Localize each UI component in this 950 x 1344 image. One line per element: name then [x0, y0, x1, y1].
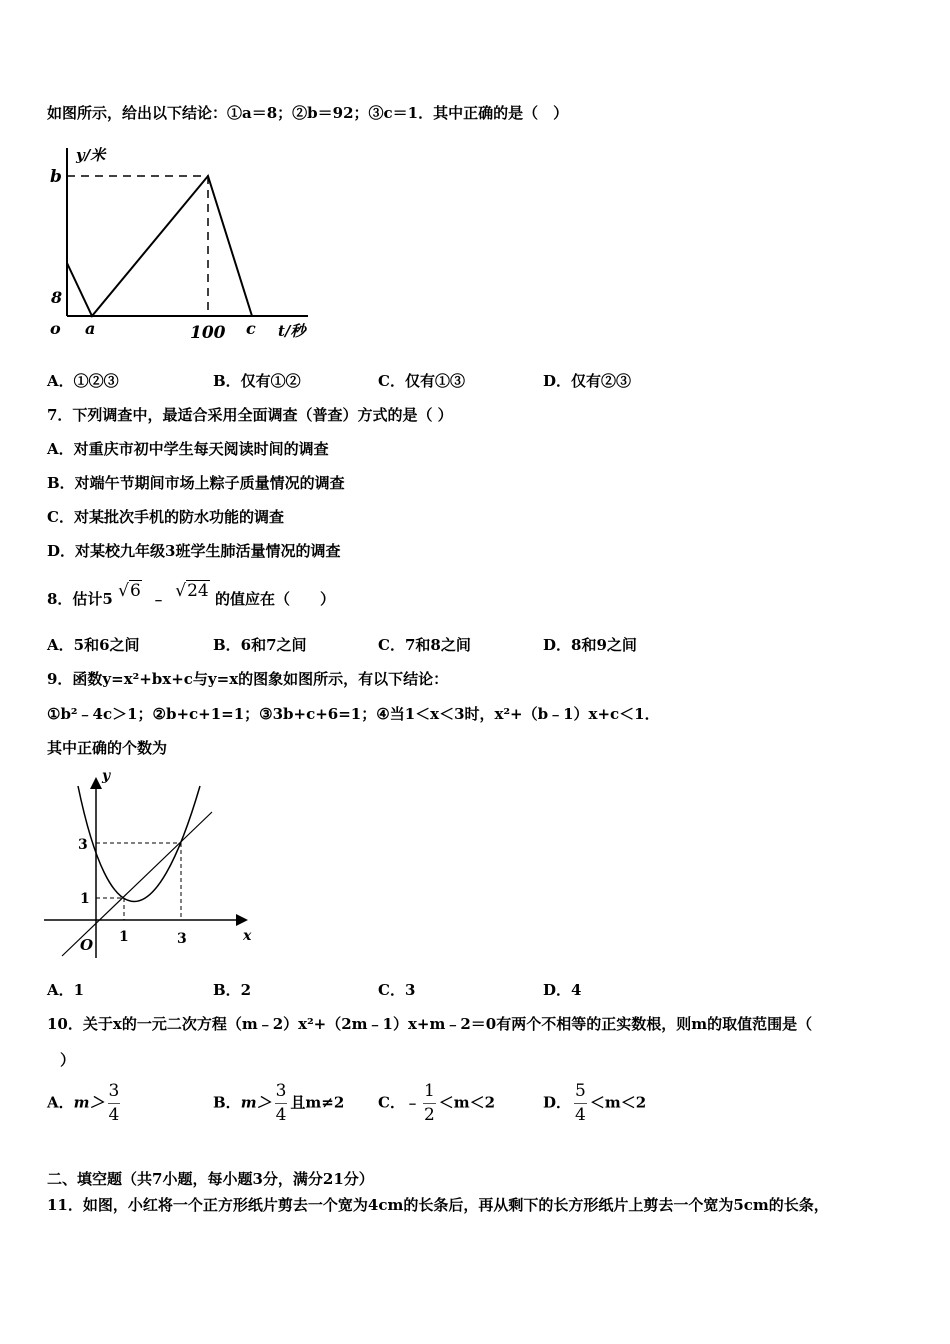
q8-suffix: 的值应在（ ）: [214, 590, 335, 608]
q7-option-c[interactable]: C．对某批次手机的防水功能的调查: [47, 508, 284, 526]
q10-c-label: C．: [378, 1093, 405, 1112]
q9-option-a[interactable]: A．1: [47, 981, 85, 999]
q9-stem: 9．函数y=x²+bx+c与y=x的图象如图所示，有以下结论：: [47, 670, 449, 688]
q9-y-one: 1: [80, 891, 90, 907]
q10-a-m: m＞: [73, 1093, 105, 1112]
q11-stem: 11．如图，小红将一个正方形纸片剪去一个宽为4cm的长条后，再从剩下的长方形纸片上剪去一个宽为5cm的长条，: [47, 1196, 829, 1214]
q9-graph: [40, 768, 270, 960]
q10-stem: 10．关于x的一元二次方程（m﹣2）x²+（2m﹣1）x+m﹣2＝0有两个不相等的正实数根，则m的取值范围是（: [47, 1015, 813, 1033]
q10-a-label: A．: [47, 1093, 74, 1112]
q10-option-a[interactable]: [47, 1083, 123, 1124]
q10-a-frac: $\frac{3}{4}$: [108, 1081, 120, 1125]
q10-d-tail: ＜m＜2: [589, 1093, 647, 1112]
q6-y-label: y/米: [76, 146, 106, 164]
q8-option-a[interactable]: A．5和6之间: [47, 636, 140, 654]
q6-b-label: b: [50, 167, 62, 187]
q6-stem: 如图所示，给出以下结论：①a＝8；②b＝92；③c＝1．其中正确的是（ ）: [47, 104, 569, 122]
q9-x-three: 3: [177, 931, 187, 947]
q8-rad-6: 6: [129, 581, 141, 601]
q8-prefix: 8．估计5: [47, 590, 113, 608]
q8-option-d[interactable]: D．8和9之间: [543, 636, 637, 654]
section2-heading: 二、填空题（共7小题，每小题3分，满分21分）: [47, 1170, 374, 1188]
q6-c-label: c: [246, 319, 256, 338]
q6-option-d[interactable]: D．仅有②③: [543, 372, 632, 390]
q10-b-label: B．: [213, 1093, 241, 1112]
q10-b-frac: $\frac{3}{4}$: [275, 1081, 287, 1125]
q8-option-b[interactable]: B．6和7之间: [213, 636, 307, 654]
q10-c-tail: ＜m＜2: [438, 1093, 496, 1112]
q10-option-c[interactable]: [378, 1083, 495, 1124]
q9-option-d[interactable]: D．4: [543, 981, 582, 999]
q9-question: 其中正确的个数为: [47, 739, 168, 757]
q6-graph: [40, 140, 330, 350]
q10-option-d[interactable]: [543, 1083, 646, 1124]
q10-c-minus: ﹣: [404, 1093, 420, 1112]
q10-b-tail: 且m≠2: [290, 1093, 345, 1112]
q6-100-label: 100: [190, 323, 226, 343]
q7-option-d[interactable]: D．对某校九年级3班学生肺活量情况的调查: [47, 542, 341, 560]
q8-sqrt-24: √24: [175, 581, 209, 601]
q10-stem-end: ）: [60, 1051, 76, 1069]
q7-option-a[interactable]: A．对重庆市初中学生每天阅读时间的调查: [47, 440, 329, 458]
q9-x-one: 1: [119, 929, 129, 945]
q10-d-frac: $\frac{5}{4}$: [575, 1081, 586, 1125]
q9-option-c[interactable]: C．3: [378, 981, 416, 999]
q8-sqrt-6: √6: [118, 581, 141, 601]
q8-rad-24: 24: [187, 581, 209, 601]
q9-x-label: x: [243, 928, 252, 944]
q10-c-frac: $\frac{1}{2}$: [423, 1081, 435, 1125]
q6-x-label: t/秒: [278, 322, 306, 340]
q9-y-label: y: [102, 768, 111, 784]
q7-option-b[interactable]: B．对端午节期间市场上粽子质量情况的调查: [47, 474, 345, 492]
q9-conclusions: ①b²﹣4c＞1；②b+c+1=1；③3b+c+6=1；④当1＜x＜3时，x²+（b﹣1）x+c＜1．: [47, 705, 660, 723]
q10-b-m: m＞: [240, 1093, 272, 1112]
q6-option-c[interactable]: C．仅有①③: [378, 372, 465, 390]
q8-stem: [47, 580, 335, 608]
q6-option-b[interactable]: B．仅有①②: [213, 372, 301, 390]
q9-origin-label: O: [80, 936, 94, 954]
q9-option-b[interactable]: B．2: [213, 981, 252, 999]
q8-option-c[interactable]: C．7和8之间: [378, 636, 471, 654]
q7-stem: 7．下列调查中，最适合采用全面调查（普查）方式的是（ ）: [47, 406, 453, 424]
q8-minus: ﹣: [151, 590, 167, 608]
q6-a-label: a: [85, 319, 96, 338]
q6-option-a[interactable]: A．①②③: [47, 372, 119, 390]
q9-y-three: 3: [78, 837, 88, 853]
q10-option-b[interactable]: [213, 1083, 344, 1124]
q9-line-y-eq-x: [62, 812, 212, 956]
q10-d-label: D．: [543, 1093, 572, 1112]
q6-origin-label: o: [50, 319, 61, 338]
q6-eight-label: 8: [51, 288, 63, 307]
q6-curve: [67, 176, 252, 316]
